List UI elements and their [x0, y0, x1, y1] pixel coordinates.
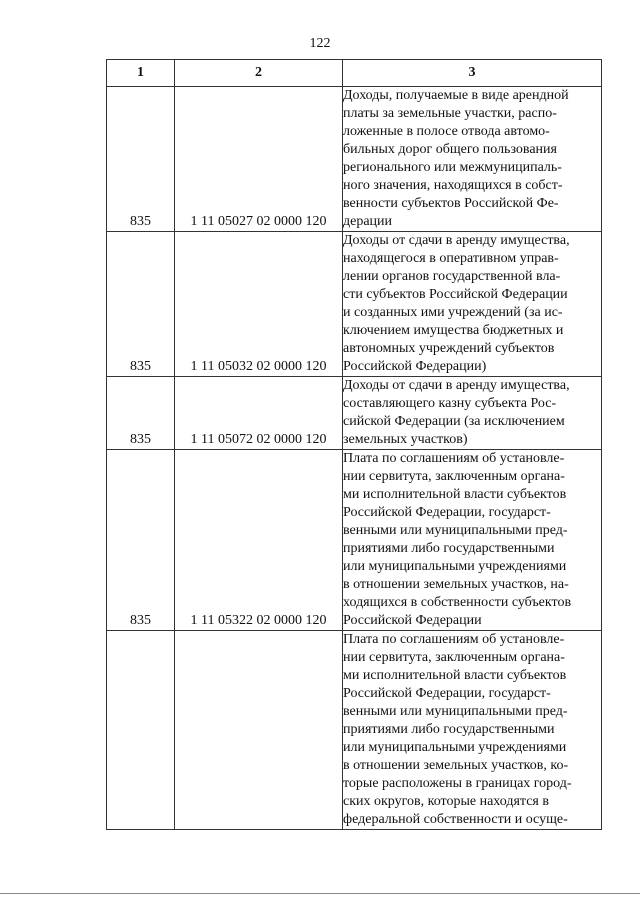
column-header-1: 1 — [107, 60, 175, 87]
revenue-description-cell — [343, 232, 602, 377]
description-line: Доходы от сдачи в аренду имущества, — [343, 233, 570, 248]
description-line: Плата по соглашениям об установле- — [343, 451, 565, 466]
revenue-code-cell: 1 11 05032 02 0000 120 — [175, 232, 343, 377]
administrator-code-cell: 835 — [107, 450, 175, 631]
revenue-description-cell — [343, 87, 602, 232]
administrator-code-cell: 835 — [107, 232, 175, 377]
description-line: дерации — [343, 214, 393, 229]
description-line: Доходы, получаемые в виде арендной — [343, 88, 569, 103]
description-line: торые расположены в границах город- — [343, 776, 572, 791]
description-line: бильных дорог общего пользования — [343, 142, 557, 157]
description-line: Доходы от сдачи в аренду имущества, — [343, 378, 570, 393]
revenue-code-cell: 1 11 05322 02 0000 120 — [175, 450, 343, 631]
scan-bottom-edge — [0, 893, 640, 894]
revenue-code-cell: 1 11 05072 02 0000 120 — [175, 377, 343, 450]
description-line: регионального или межмуниципаль- — [343, 160, 562, 175]
description-line: ного значения, находящихся в собст- — [343, 178, 563, 193]
description-line: или муниципальными учреждениями — [343, 559, 567, 574]
description-line: Российской Федерации, государст- — [343, 686, 551, 701]
budget-classification-table — [106, 59, 602, 830]
administrator-code-cell: 835 — [107, 377, 175, 450]
revenue-code-cell: 1 11 05027 02 0000 120 — [175, 87, 343, 232]
description-line: сийской Федерации (за исключением — [343, 414, 565, 429]
description-line: в отношении земельных участков, ко- — [343, 758, 569, 773]
administrator-code-cell — [107, 631, 175, 830]
page-number: 122 — [309, 36, 331, 51]
description-line: Российской Федерации — [343, 613, 482, 628]
description-line: венными или муниципальными пред- — [343, 523, 568, 538]
description-line: ходящихся в собственности субъектов — [343, 595, 572, 610]
description-line: федеральной собственности и осуще- — [343, 812, 568, 827]
table-row — [107, 631, 602, 830]
description-line: приятиями либо государственными — [343, 722, 555, 737]
description-line: венности субъектов Российской Фе- — [343, 196, 559, 211]
description-line: и созданных ими учреждений (за ис- — [343, 305, 563, 320]
description-line: нии сервитута, заключенным органа- — [343, 650, 565, 665]
description-line: Плата по соглашениям об установле- — [343, 632, 565, 647]
revenue-description-cell — [343, 631, 602, 830]
description-line: или муниципальными учреждениями — [343, 740, 567, 755]
description-line: нии сервитута, заключенным органа- — [343, 469, 565, 484]
description-line: автономных учреждений субъектов — [343, 341, 555, 356]
table-row — [107, 377, 602, 450]
revenue-description-cell — [343, 377, 602, 450]
revenue-code-cell — [175, 631, 343, 830]
table-body — [107, 87, 602, 830]
description-line: находящегося в оперативном управ- — [343, 251, 559, 266]
table-header-row — [107, 60, 602, 87]
table-row — [107, 450, 602, 631]
description-line: венными или муниципальными пред- — [343, 704, 568, 719]
description-line: ми исполнительной власти субъектов — [343, 487, 567, 502]
description-line: приятиями либо государственными — [343, 541, 555, 556]
description-line: Российской Федерации) — [343, 359, 487, 374]
administrator-code-cell: 835 — [107, 87, 175, 232]
table-row — [107, 232, 602, 377]
description-line: в отношении земельных участков, на- — [343, 577, 569, 592]
column-header-2: 2 — [175, 60, 343, 87]
description-line: составляющего казну субъекта Рос- — [343, 396, 557, 411]
column-header-3: 3 — [343, 60, 602, 87]
description-line: ложенные в полосе отвода автомо- — [343, 124, 550, 139]
description-line: сти субъектов Российской Федерации — [343, 287, 568, 302]
description-line: Российской Федерации, государст- — [343, 505, 551, 520]
description-line: ми исполнительной власти субъектов — [343, 668, 567, 683]
description-line: лении органов государственной вла- — [343, 269, 561, 284]
description-line: ских округов, которые находятся в — [343, 794, 549, 809]
table-row — [107, 87, 602, 232]
description-line: платы за земельные участки, распо- — [343, 106, 557, 121]
description-line: ключением имущества бюджетных и — [343, 323, 564, 338]
revenue-description-cell — [343, 450, 602, 631]
description-line: земельных участков) — [343, 432, 468, 447]
